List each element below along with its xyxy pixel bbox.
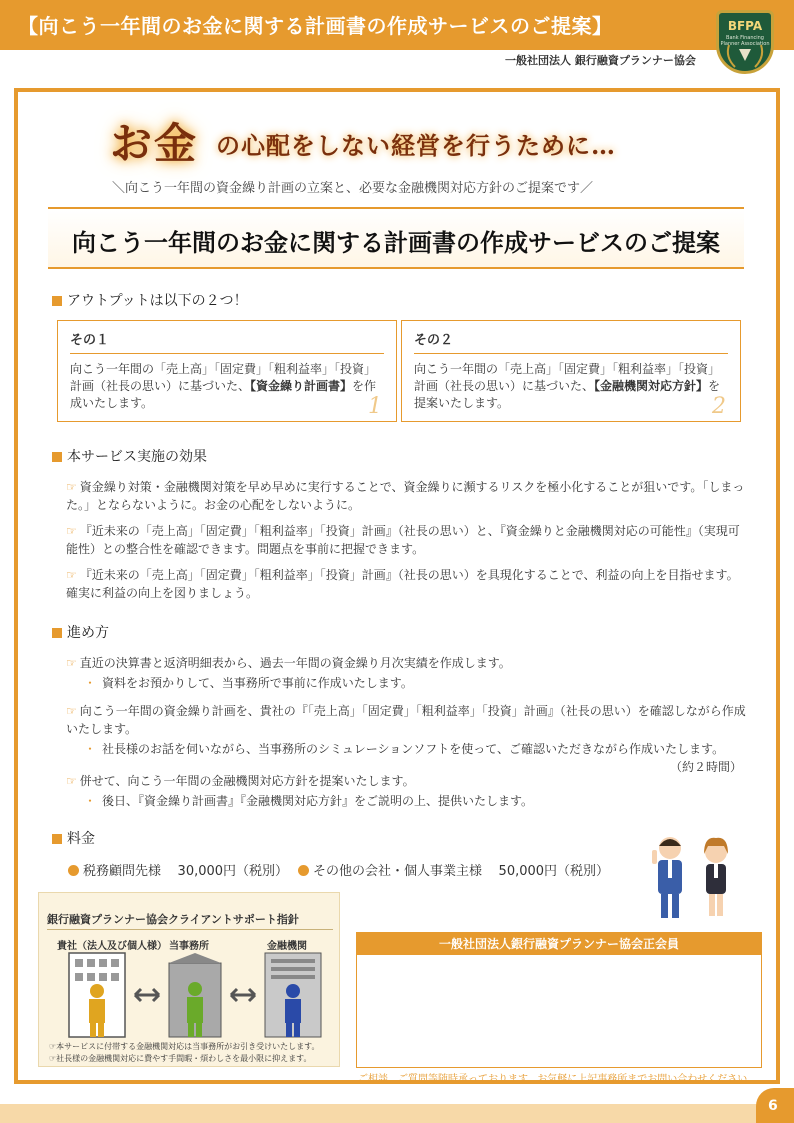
process-heading: 進め方 [52, 622, 109, 642]
effect-item-2: ☞ 『近未来の「売上高」「固定費」「粗利益率」「投資」計画』（社長の思い）と、『資金繰りと金融機関対応の可能性』（実現可能性）との整合性を確認できます。問題点を事前に把握できます。 [66, 524, 740, 556]
double-arrow-icon [231, 989, 255, 1001]
bfpa-logo [716, 10, 774, 74]
effects-heading: 本サービス実施の効果 [52, 446, 207, 466]
output-box-title: その２ [414, 333, 454, 348]
support-note-2: ☞社長様の金融機関対応に費やす手間暇・煩わしさを最小限に抑えます。 [49, 1054, 312, 1063]
businessman-icon [652, 837, 682, 918]
member-info-box [356, 932, 762, 1068]
organization-name: 一般社団法人 銀行融資プランナー協会 [505, 54, 696, 67]
bank-building-icon [265, 953, 321, 1037]
process-step-2-time: （約２時間） [670, 760, 743, 774]
output-box-text: 向こう一年間の「売上高」「固定費」「粗利益率」「投資」計画（社長の思い）に基づいた、【資金繰り計画書】を作成いたします。 [70, 362, 377, 410]
pointing-hand-icon: ☞ [66, 480, 77, 494]
process-step-3-detail: ・ 後日、『資金繰り計画書』『金融機関対応方針』をご説明の上、提供いたします。 [84, 794, 534, 808]
process-step-3: ☞ 併せて、向こう一年間の金融機関対応方針を提案いたします。 [66, 774, 415, 788]
process-step-1: ☞ 直近の決算書と返済明細表から、過去一年間の資金繰り月次実績を作成します。 [66, 656, 511, 670]
double-arrow-icon [135, 989, 159, 1001]
logo-text: BFPA [727, 19, 763, 33]
hero-subtitle: ＼向こう一年間の資金繰り計画の立案と、必要な金融機関対応方針のご提案です／ [112, 181, 594, 196]
hero-keyword: お金 [110, 119, 199, 168]
service-title-box [48, 207, 744, 269]
client-support-panel [38, 892, 340, 1067]
pointing-hand-icon: ☞ [66, 656, 77, 670]
business-people-illustration [650, 832, 750, 920]
laurel-icon [719, 41, 771, 71]
fee-item-other: その他の会社・個人事業主様 50,000円（税別） [298, 860, 609, 879]
process-step-2: ☞ 向こう一年間の資金繰り計画を、貴社の『「売上高」「固定費」「粗利益率」「投資」計画』（社長の思い）を確認しながら作成いたします。 [66, 704, 746, 736]
process-step-2-detail: ・ 社長様のお話を伺いながら、当事務所のシミュレーションソフトを使って、ご確認いただきながら作成いたします。 [84, 742, 725, 756]
support-note-1: ☞本サービスに付帯する金融機関対応は当事務所がお引き受けいたします。 [49, 1042, 320, 1051]
fee-item-advisory: 税務顧問先様 30,000円（税別） [68, 860, 288, 879]
output-box-text: 向こう一年間の「売上高」「固定費」「粗利益率」「投資」計画（社長の思い）に基づいた、【金融機関対応方針】を提案いたします。 [414, 362, 721, 410]
outputs-heading: アウトプットは以下の２つ！ [52, 290, 248, 310]
businesswoman-icon [704, 838, 728, 916]
page-number: 6 [768, 1098, 778, 1114]
contact-note: ご相談、ご質問等随時承っております。お気軽に上記事務所までお問い合わせください。 [358, 1074, 758, 1085]
output-box-2 [401, 320, 741, 422]
label-client: 貴社（法人及び個人様） [57, 941, 167, 952]
page-title: 【向こう一年間のお金に関する計画書の作成サービスのご提案】 [18, 14, 613, 38]
hero-headline: の心配をしない経営を行うために… [216, 131, 616, 160]
pointing-hand-icon: ☞ [66, 774, 77, 788]
output-box-1 [57, 320, 397, 422]
support-title: 銀行融資プランナー協会クライアントサポート指針 [47, 913, 299, 926]
effect-item-3: ☞ 『近未来の「売上高」「固定費」「粗利益率」「投資」計画』（社長の思い）を具現化することで、利益の向上を目指せます。確実に利益の向上を図りましょう。 [66, 568, 739, 600]
fees-heading: 料金 [52, 828, 95, 848]
label-office: 当事務所 [169, 941, 209, 952]
label-bank: 金融機関 [267, 941, 307, 952]
office-building-icon [169, 953, 221, 1037]
effect-item-1: ☞ 資金繰り対策・金融機関対策を早め早めに実行することで、資金繰りに瀕するリスクを極小化することが狙いです。「しまった。」とならないように。お金の心配をしないように。 [66, 480, 745, 512]
member-box-heading: 一般社団法人銀行融資プランナー協会正会員 [357, 933, 761, 955]
output-box-number: 1 [368, 394, 382, 419]
support-diagram [55, 951, 327, 1041]
pointing-hand-icon: ☞ [66, 524, 77, 538]
process-step-1-detail: ・ 資料をお預かりして、当事務所で事前に作成いたします。 [84, 676, 413, 690]
client-building-icon [69, 953, 125, 1037]
footer-bar [0, 1104, 794, 1123]
output-box-number: 2 [712, 394, 726, 419]
output-box-title: その１ [70, 333, 110, 348]
service-title: 向こう一年間のお金に関する計画書の作成サービスのご提案 [72, 228, 720, 257]
pointing-hand-icon: ☞ [66, 568, 77, 582]
pointing-hand-icon: ☞ [66, 704, 77, 718]
logo-subtext: Bank Financing Planner Association [720, 35, 770, 47]
